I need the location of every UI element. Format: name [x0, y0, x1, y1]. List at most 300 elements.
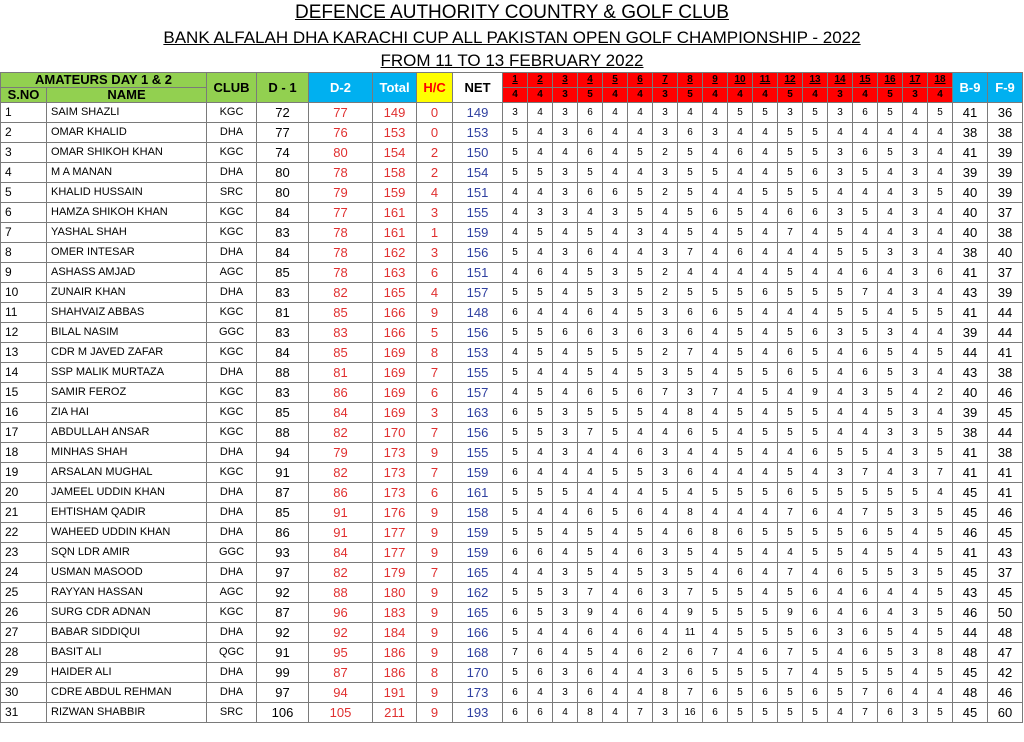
hole-score: 4 — [678, 263, 703, 283]
hole-score: 6 — [878, 683, 903, 703]
back-nine: 45 — [953, 663, 988, 683]
hole-score: 5 — [578, 283, 603, 303]
day2-score: 82 — [309, 563, 373, 583]
hole-score: 5 — [503, 123, 528, 143]
day1-score: 84 — [257, 243, 309, 263]
hole-score: 4 — [803, 263, 828, 283]
front-nine: 37 — [988, 203, 1023, 223]
hole-score: 5 — [528, 403, 553, 423]
name-header: NAME — [47, 88, 207, 103]
b9-header: B-9 — [953, 73, 988, 103]
hole-score: 5 — [728, 323, 753, 343]
hole-score: 6 — [828, 563, 853, 583]
hole-score: 16 — [678, 703, 703, 723]
back-nine: 43 — [953, 583, 988, 603]
hole-score: 6 — [528, 703, 553, 723]
hole-score: 7 — [853, 683, 878, 703]
hole-score: 3 — [653, 443, 678, 463]
hole-score: 4 — [528, 683, 553, 703]
hole-score: 4 — [603, 623, 628, 643]
hole-score: 5 — [503, 323, 528, 343]
player-name: KHALID HUSSAIN — [47, 183, 207, 203]
hole-number-header: 12 — [778, 73, 803, 88]
hole-score: 3 — [778, 103, 803, 123]
player-club: KGC — [207, 463, 257, 483]
day1-score: 85 — [257, 263, 309, 283]
net-score: 165 — [453, 563, 503, 583]
hole-score: 5 — [778, 263, 803, 283]
hole-number-header: 13 — [803, 73, 828, 88]
hole-score: 4 — [528, 103, 553, 123]
hole-score: 5 — [803, 283, 828, 303]
back-nine: 38 — [953, 123, 988, 143]
hole-score: 6 — [503, 683, 528, 703]
handicap: 9 — [417, 543, 453, 563]
total-score: 158 — [373, 163, 417, 183]
hole-score: 4 — [828, 123, 853, 143]
front-nine: 46 — [988, 683, 1023, 703]
hole-score: 4 — [928, 143, 953, 163]
hole-score: 4 — [528, 123, 553, 143]
hole-score: 3 — [653, 583, 678, 603]
hole-score: 6 — [528, 263, 553, 283]
hole-score: 5 — [853, 483, 878, 503]
hole-score: 4 — [903, 123, 928, 143]
player-name: ZIA HAI — [47, 403, 207, 423]
hole-score: 5 — [528, 223, 553, 243]
handicap: 9 — [417, 443, 453, 463]
player-club: DHA — [207, 623, 257, 643]
hole-score: 4 — [553, 703, 578, 723]
handicap: 3 — [417, 203, 453, 223]
handicap: 9 — [417, 523, 453, 543]
total-score: 173 — [373, 443, 417, 463]
handicap: 9 — [417, 623, 453, 643]
hole-score: 5 — [803, 343, 828, 363]
player-club: DHA — [207, 243, 257, 263]
hole-score: 4 — [628, 103, 653, 123]
hole-score: 3 — [653, 663, 678, 683]
hole-score: 5 — [628, 523, 653, 543]
player-club: DHA — [207, 523, 257, 543]
hole-score: 5 — [928, 443, 953, 463]
hole-score: 3 — [878, 423, 903, 443]
hole-score: 5 — [678, 203, 703, 223]
net-header: NET — [453, 73, 503, 103]
hole-score: 6 — [528, 543, 553, 563]
day1-score: 97 — [257, 563, 309, 583]
net-score: 159 — [453, 543, 503, 563]
hole-score: 6 — [578, 143, 603, 163]
hole-score: 4 — [828, 403, 853, 423]
day2-score: 87 — [309, 663, 373, 683]
hole-number-header: 4 — [578, 73, 603, 88]
hole-score: 6 — [803, 503, 828, 523]
hole-score: 5 — [878, 103, 903, 123]
player-name: SAMIR FEROZ — [47, 383, 207, 403]
hole-score: 5 — [503, 423, 528, 443]
hole-score: 6 — [853, 583, 878, 603]
table-row — [1, 603, 1023, 623]
day1-score: 80 — [257, 183, 309, 203]
back-nine: 41 — [953, 143, 988, 163]
table-row — [1, 683, 1023, 703]
hole-score: 7 — [678, 343, 703, 363]
table-row — [1, 523, 1023, 543]
hole-score: 9 — [678, 603, 703, 623]
day1-score: 86 — [257, 523, 309, 543]
amateurs-header: AMATEURS DAY 1 & 2 — [1, 73, 207, 88]
net-score: 155 — [453, 443, 503, 463]
total-score: 176 — [373, 503, 417, 523]
hole-score: 4 — [853, 543, 878, 563]
hole-score: 4 — [753, 123, 778, 143]
row-sno: 27 — [1, 623, 47, 643]
day2-score: 79 — [309, 183, 373, 203]
hole-score: 5 — [678, 283, 703, 303]
hole-score: 5 — [753, 703, 778, 723]
back-nine: 43 — [953, 363, 988, 383]
hole-score: 7 — [678, 683, 703, 703]
hole-score: 4 — [753, 203, 778, 223]
hole-number-header: 10 — [728, 73, 753, 88]
hole-score: 5 — [928, 423, 953, 443]
hole-score: 6 — [628, 543, 653, 563]
hole-number-header: 17 — [903, 73, 928, 88]
hole-score: 2 — [653, 263, 678, 283]
net-score: 153 — [453, 343, 503, 363]
hole-score: 5 — [878, 403, 903, 423]
day1-score: 97 — [257, 683, 309, 703]
hole-score: 5 — [503, 583, 528, 603]
hole-par-header: 4 — [853, 88, 878, 103]
total-score: 153 — [373, 123, 417, 143]
day1-score: 93 — [257, 543, 309, 563]
player-club: DHA — [207, 683, 257, 703]
hole-score: 4 — [628, 663, 653, 683]
net-score: 154 — [453, 163, 503, 183]
hole-score: 3 — [553, 683, 578, 703]
hole-score: 6 — [678, 303, 703, 323]
hole-score: 4 — [778, 243, 803, 263]
total-score: 165 — [373, 283, 417, 303]
player-club: DHA — [207, 163, 257, 183]
hole-score: 4 — [703, 183, 728, 203]
front-nine: 38 — [988, 443, 1023, 463]
hole-score: 9 — [578, 603, 603, 623]
handicap: 0 — [417, 103, 453, 123]
hole-score: 5 — [778, 143, 803, 163]
total-score: 170 — [373, 423, 417, 443]
row-sno: 18 — [1, 443, 47, 463]
front-nine: 44 — [988, 303, 1023, 323]
day1-score: 92 — [257, 623, 309, 643]
hole-score: 5 — [728, 623, 753, 643]
hole-score: 6 — [853, 343, 878, 363]
hole-score: 5 — [803, 403, 828, 423]
handicap: 9 — [417, 643, 453, 663]
handicap: 9 — [417, 703, 453, 723]
hole-score: 5 — [778, 703, 803, 723]
hole-score: 5 — [678, 163, 703, 183]
hole-score: 4 — [528, 243, 553, 263]
hole-score: 4 — [803, 243, 828, 263]
player-name: BILAL NASIM — [47, 323, 207, 343]
hole-score: 7 — [628, 703, 653, 723]
hole-score: 6 — [853, 603, 878, 623]
day1-score: 92 — [257, 583, 309, 603]
hole-score: 4 — [703, 623, 728, 643]
front-nine: 46 — [988, 383, 1023, 403]
hole-score: 4 — [653, 203, 678, 223]
hole-score: 7 — [853, 503, 878, 523]
hole-score: 5 — [728, 703, 753, 723]
hole-score: 4 — [603, 443, 628, 463]
row-sno: 10 — [1, 283, 47, 303]
hole-score: 5 — [728, 303, 753, 323]
hole-par-header: 5 — [778, 88, 803, 103]
hole-score: 5 — [603, 463, 628, 483]
hole-score: 6 — [678, 663, 703, 683]
hole-score: 5 — [828, 243, 853, 263]
player-name: JAMEEL UDDIN KHAN — [47, 483, 207, 503]
hole-score: 3 — [603, 203, 628, 223]
hole-score: 4 — [753, 563, 778, 583]
hole-score: 3 — [653, 703, 678, 723]
player-club: DHA — [207, 503, 257, 523]
day1-score: 99 — [257, 663, 309, 683]
player-club: SRC — [207, 703, 257, 723]
day2-score: 105 — [309, 703, 373, 723]
front-nine: 60 — [988, 703, 1023, 723]
hole-score: 5 — [503, 143, 528, 163]
total-header: Total — [373, 73, 417, 103]
hole-score: 3 — [628, 223, 653, 243]
hole-score: 5 — [528, 523, 553, 543]
net-score: 157 — [453, 383, 503, 403]
hole-score: 5 — [628, 283, 653, 303]
hole-score: 4 — [578, 483, 603, 503]
hole-score: 5 — [803, 363, 828, 383]
hole-score: 4 — [553, 523, 578, 543]
hole-score: 4 — [753, 163, 778, 183]
hole-score: 3 — [903, 503, 928, 523]
day1-score: 83 — [257, 383, 309, 403]
hole-score: 6 — [803, 603, 828, 623]
back-nine: 40 — [953, 383, 988, 403]
front-nine: 38 — [988, 363, 1023, 383]
hole-score: 4 — [903, 103, 928, 123]
row-sno: 8 — [1, 243, 47, 263]
handicap: 0 — [417, 123, 453, 143]
player-name: CDR M JAVED ZAFAR — [47, 343, 207, 363]
d2-header: D-2 — [309, 73, 373, 103]
back-nine: 40 — [953, 183, 988, 203]
hole-score: 4 — [928, 483, 953, 503]
hole-score: 5 — [828, 543, 853, 563]
day2-score: 95 — [309, 643, 373, 663]
hole-score: 5 — [728, 443, 753, 463]
row-sno: 30 — [1, 683, 47, 703]
hole-number-header: 7 — [653, 73, 678, 88]
hole-score: 4 — [828, 583, 853, 603]
hole-score: 3 — [553, 403, 578, 423]
net-score: 159 — [453, 463, 503, 483]
hole-score: 5 — [928, 563, 953, 583]
hole-score: 4 — [628, 163, 653, 183]
hole-score: 4 — [553, 643, 578, 663]
back-nine: 44 — [953, 343, 988, 363]
hole-score: 5 — [703, 603, 728, 623]
hole-score: 3 — [903, 163, 928, 183]
net-score: 148 — [453, 303, 503, 323]
hole-score: 4 — [528, 503, 553, 523]
table-row — [1, 363, 1023, 383]
back-nine: 41 — [953, 303, 988, 323]
player-name: CDRE ABDUL REHMAN — [47, 683, 207, 703]
player-club: DHA — [207, 443, 257, 463]
hole-score: 4 — [928, 323, 953, 343]
hole-score: 5 — [878, 563, 903, 583]
front-nine: 41 — [988, 463, 1023, 483]
day2-score: 81 — [309, 363, 373, 383]
hole-score: 5 — [528, 583, 553, 603]
hole-score: 5 — [928, 303, 953, 323]
player-name: EHTISHAM QADIR — [47, 503, 207, 523]
day2-score: 82 — [309, 463, 373, 483]
hole-score: 5 — [803, 123, 828, 143]
hole-score: 4 — [603, 103, 628, 123]
hole-score: 5 — [503, 523, 528, 543]
row-sno: 12 — [1, 323, 47, 343]
hole-number-header: 15 — [853, 73, 878, 88]
front-nine: 39 — [988, 183, 1023, 203]
hole-score: 3 — [903, 363, 928, 383]
net-score: 165 — [453, 603, 503, 623]
hole-score: 5 — [728, 603, 753, 623]
total-score: 161 — [373, 203, 417, 223]
hole-score: 4 — [878, 463, 903, 483]
hole-score: 5 — [753, 603, 778, 623]
hole-score: 4 — [778, 383, 803, 403]
hole-score: 4 — [553, 503, 578, 523]
hole-score: 5 — [728, 403, 753, 423]
row-sno: 21 — [1, 503, 47, 523]
hole-score: 4 — [703, 403, 728, 423]
hole-score: 2 — [653, 343, 678, 363]
hole-score: 6 — [928, 263, 953, 283]
hole-score: 4 — [703, 443, 728, 463]
hole-score: 3 — [903, 603, 928, 623]
hole-score: 9 — [778, 603, 803, 623]
hole-score: 3 — [653, 323, 678, 343]
hole-score: 5 — [703, 583, 728, 603]
hole-score: 4 — [603, 303, 628, 323]
table-row — [1, 543, 1023, 563]
day2-score: 79 — [309, 443, 373, 463]
hole-score: 4 — [853, 423, 878, 443]
hole-number-header: 18 — [928, 73, 953, 88]
hole-score: 4 — [753, 243, 778, 263]
hole-score: 4 — [728, 503, 753, 523]
net-score: 156 — [453, 323, 503, 343]
back-nine: 40 — [953, 223, 988, 243]
hole-score: 6 — [778, 343, 803, 363]
hole-score: 4 — [853, 223, 878, 243]
hole-score: 3 — [903, 643, 928, 663]
hole-score: 6 — [753, 643, 778, 663]
hole-score: 5 — [528, 603, 553, 623]
hole-score: 6 — [528, 663, 553, 683]
hole-score: 5 — [803, 543, 828, 563]
hole-score: 2 — [653, 283, 678, 303]
hole-score: 5 — [778, 123, 803, 143]
hole-score: 5 — [678, 563, 703, 583]
player-club: GGC — [207, 543, 257, 563]
hole-score: 4 — [653, 603, 678, 623]
hole-score: 3 — [528, 203, 553, 223]
net-score: 151 — [453, 263, 503, 283]
row-sno: 6 — [1, 203, 47, 223]
hole-score: 5 — [728, 663, 753, 683]
hole-score: 4 — [828, 343, 853, 363]
hole-score: 4 — [503, 343, 528, 363]
row-sno: 25 — [1, 583, 47, 603]
hole-score: 5 — [753, 383, 778, 403]
hole-score: 4 — [878, 603, 903, 623]
hole-score: 5 — [878, 383, 903, 403]
table-row — [1, 243, 1023, 263]
hole-score: 4 — [553, 463, 578, 483]
day1-score: 83 — [257, 323, 309, 343]
front-nine: 37 — [988, 263, 1023, 283]
player-name: OMAR KHALID — [47, 123, 207, 143]
hole-score: 4 — [503, 383, 528, 403]
total-score: 149 — [373, 103, 417, 123]
hole-score: 6 — [578, 243, 603, 263]
hole-score: 6 — [703, 683, 728, 703]
player-name: OMER INTESAR — [47, 243, 207, 263]
hole-score: 6 — [628, 623, 653, 643]
hole-score: 5 — [828, 483, 853, 503]
hole-score: 6 — [778, 483, 803, 503]
hole-score: 5 — [928, 543, 953, 563]
total-score: 183 — [373, 603, 417, 623]
front-nine: 39 — [988, 283, 1023, 303]
hole-score: 4 — [928, 403, 953, 423]
table-row — [1, 143, 1023, 163]
total-score: 163 — [373, 263, 417, 283]
hole-score: 3 — [828, 143, 853, 163]
hole-score: 4 — [628, 423, 653, 443]
hole-score: 6 — [728, 243, 753, 263]
hole-score: 4 — [503, 203, 528, 223]
row-sno: 13 — [1, 343, 47, 363]
hole-score: 3 — [503, 103, 528, 123]
front-nine: 47 — [988, 643, 1023, 663]
table-row — [1, 323, 1023, 343]
table-row — [1, 343, 1023, 363]
hole-score: 4 — [903, 663, 928, 683]
hole-score: 5 — [928, 503, 953, 523]
hole-score: 3 — [653, 103, 678, 123]
hole-score: 4 — [628, 123, 653, 143]
player-club: DHA — [207, 563, 257, 583]
row-sno: 2 — [1, 123, 47, 143]
total-score: 173 — [373, 483, 417, 503]
hole-score: 6 — [803, 323, 828, 343]
hole-score: 3 — [553, 423, 578, 443]
